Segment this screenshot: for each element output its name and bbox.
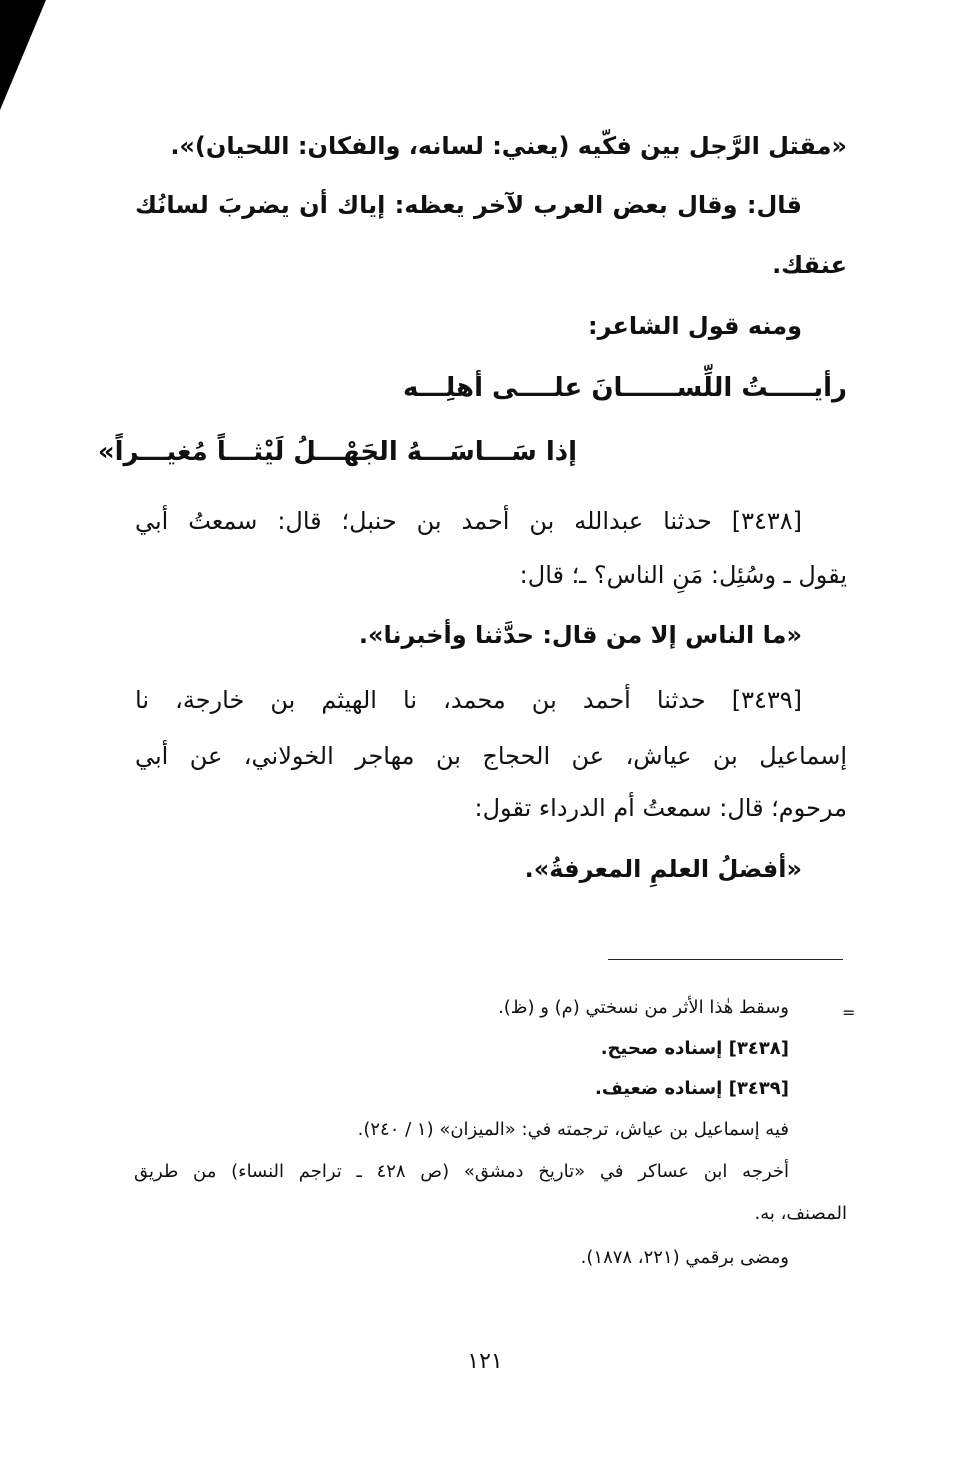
footnote-line: [٣٤٣٨] إسناده صحيح.	[600, 1038, 789, 1059]
footnote-line: وسقط هٰذا الأثر من نسختي (م) و (ظ).	[498, 997, 789, 1018]
footnote-divider	[608, 959, 843, 960]
text-line: عنقك.	[772, 251, 847, 279]
quote-3438: «ما الناس إلا من قال: حدَّثنا وأخبرنا».	[358, 621, 802, 649]
page-corner-mark	[0, 0, 46, 110]
narration-3439-cont: إسماعيل بن عياش، عن الحجاج بن مهاجر الخولاني، عن أبي	[135, 742, 847, 770]
footnote-line: المصنف، به.	[754, 1203, 847, 1224]
narration-3438: [٣٤٣٨] حدثنا عبدالله بن أحمد بن حنبل؛ قال: سمعتُ أبي	[135, 507, 802, 535]
verse-hemistich-second: إذا سَـــاسَـــهُ الجَهْـــلُ لَيْثـــاً مُغيـــراً»	[97, 437, 577, 467]
text-line: «مقتل الرَّجل بين فكّيه (يعني: لسانه، والفكان: اللحيان)».	[170, 132, 847, 160]
narration-3439-cont: مرحوم؛ قال: سمعتُ أم الدرداء تقول:	[474, 794, 847, 822]
page-number: ١٢١	[467, 1349, 503, 1374]
footnote-line: [٣٤٣٩] إسناده ضعيف.	[595, 1078, 789, 1099]
text-line: ومنه قول الشاعر:	[587, 312, 802, 340]
text-line: قال: وقال بعض العرب لآخر يعظه: إياك أن يضربَ لسانُك	[135, 191, 802, 219]
footnote-line: أخرجه ابن عساكر في «تاريخ دمشق» (ص ٤٢٨ ـ تراجم النساء) من طريق	[134, 1161, 790, 1182]
quote-3439: «أفضلُ العلمِ المعرفةُ».	[524, 855, 802, 883]
narration-3438-cont: يقول ـ وسُئِل: مَنِ الناس؟ ـ؛ قال:	[519, 561, 847, 589]
footnote-continuation-marker: =	[842, 1003, 856, 1022]
verse-hemistich-first: رأيـــــتُ اللِّســــــانَ علــــى أهلِـــه	[403, 373, 847, 403]
footnote-line: ومضى برقمي (٢٢١، ١٨٧٨).	[580, 1247, 789, 1268]
narration-3439: [٣٤٣٩] حدثنا أحمد بن محمد، نا الهيثم بن خارجة، نا	[135, 686, 802, 714]
footnote-line: فيه إسماعيل بن عياش، ترجمته في: «الميزان» (١ / ٢٤٠).	[357, 1119, 789, 1140]
